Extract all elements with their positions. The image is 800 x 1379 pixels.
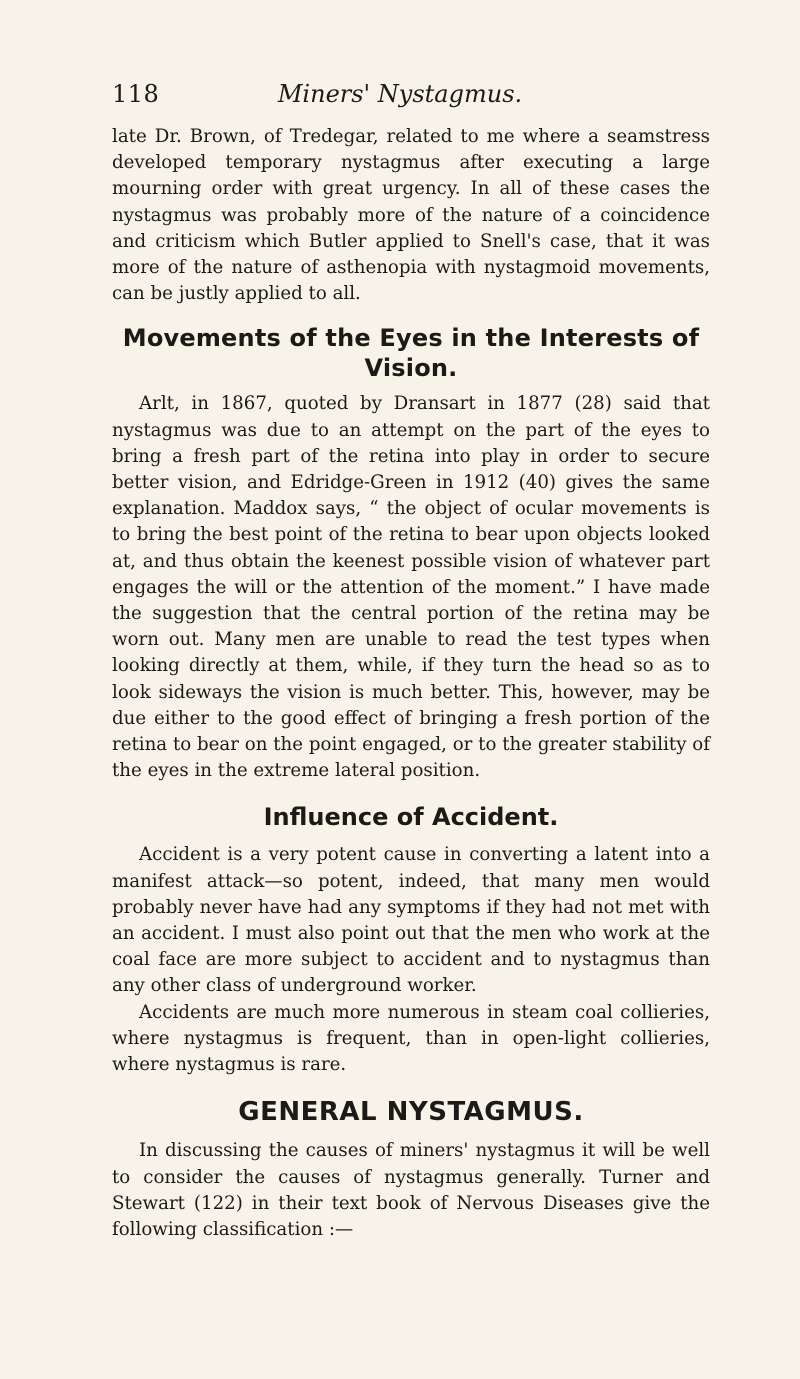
paragraph-intro: late Dr. Brown, of Tredegar, related to me where a seamstress developed temporary nystagmus after executing a large mourning order with great urgency. In all of these cases the nystagmus was probably more of the nature of a coincidence and criticism which Butler applied to Snell's case, that it was more of the nature of asthenopia with nystagmoid movements, can be justly applied to all. [112, 126, 710, 305]
section-heading-movements: Movements of the Eyes in the Interests of Vision. [122, 324, 700, 383]
section-heading-accident: Influence of Accident. [263, 803, 559, 832]
paragraph-accident-1: Accident is a very potent cause in converting a latent into a manifest attack—so potent, indeed, that many men would probably never have had any symptoms if they had not met with an accident. I must also point out that the men who work at the coal face are more subject to accident and to nystagmus than any other class of underground worker. [112, 844, 710, 997]
page-body [112, 124, 710, 1243]
paragraph-accident-2: Accidents are much more numerous in steam coal collieries, where nystagmus is frequent, than in open-light collieries, where nystagmus is rare. [112, 1001, 710, 1076]
running-title: Miners' Nystagmus. [277, 80, 523, 108]
paragraph-movements: Arlt, in 1867, quoted by Dransart in 1877 (28) said that nystagmus was due to an attempt on the part of the eyes to bring a fresh part of the retina into play in order to secure better vision, and Edridge-Green in 1912 (40) gives the same explanation. Maddox says, “ the object of ocular movements is to bring the best point of the retina to bear upon objects looked at, and thus obtain the keenest possible vision of whatever part engages the will or the attention of the moment.” I have made the suggestion that the central portion of the retina may be worn out. Many men are unable to read the test types when looking directly at them, while, if they turn the head so as to look sideways the vision is much better. This, however, may be due either to the good effect of bringing a fresh portion of the retina to bear on the point engaged, or to the greater stability of the eyes in the extreme lateral position. [112, 393, 710, 782]
page-number: 118 [112, 80, 160, 108]
running-head [0, 80, 800, 120]
section-heading-general-nystagmus: GENERAL NYSTAGMUS. [238, 1097, 584, 1128]
paragraph-general: In discussing the causes of miners' nystagmus it will be well to consider the causes of nystagmus generally. Turner and Stewart (122) in their text book of Nervous Diseases give the following classification :— [112, 1140, 710, 1240]
